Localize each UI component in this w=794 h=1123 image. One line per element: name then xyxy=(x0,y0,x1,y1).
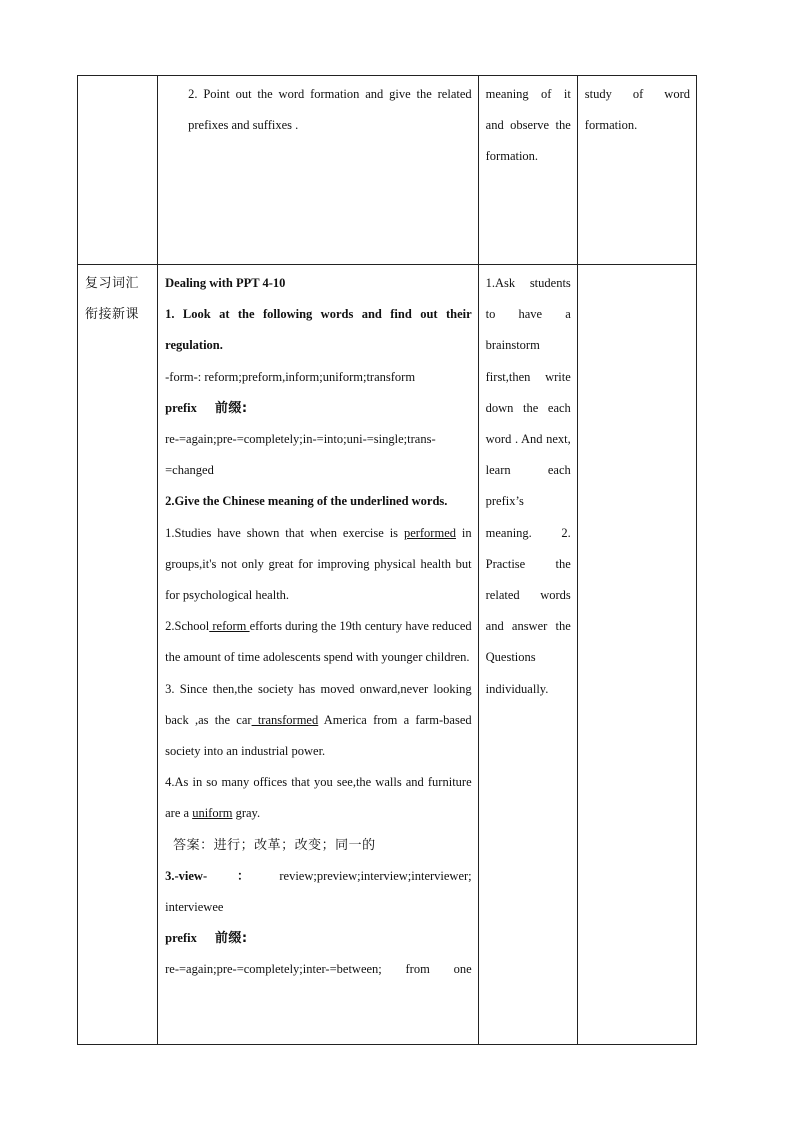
prefix-label-row xyxy=(165,393,472,424)
purpose-cell xyxy=(577,76,696,265)
answer-line: 答案：进行；改革；改变；同一的 xyxy=(173,837,376,853)
student-activity-text: meaning of it and observe the formation. xyxy=(485,87,571,164)
form-prefix-list: re-=again;pre-=completely;in-=into;uni-=single;trans-=changed xyxy=(165,432,436,478)
section-heading: Dealing with PPT 4-10 xyxy=(165,276,286,290)
sentence-4: 4.As in so many offices that you see,the walls and furniture are a uniform gray. xyxy=(165,775,472,821)
stage-cell xyxy=(78,265,158,1045)
purpose-cell xyxy=(577,265,696,1045)
content-cell xyxy=(158,265,479,1045)
prefix-cn-label: 前缀: xyxy=(214,400,248,416)
task-3-row xyxy=(165,861,472,923)
prefix-cn-label: 前缀: xyxy=(214,931,248,947)
underlined-word: transformed xyxy=(251,712,319,727)
view-prefix-list: re-=again;pre-=completely;inter-=between; from one xyxy=(165,962,472,977)
prefix-label-row-2 xyxy=(165,923,472,954)
prefix-label: prefix xyxy=(165,400,197,415)
student-activity-text: 1.Ask students to have a brainstorm first,then write down the each word . And next, learn each prefix’s meaning. 2. Practise the related words and answer the Questions individually. xyxy=(485,276,571,696)
form-word-list: -form-: reform;preform,inform;uniform;transform xyxy=(165,369,416,384)
student-activity-cell xyxy=(478,265,577,1045)
underlined-word: uniform xyxy=(192,806,233,821)
task-3-label: 3.-view-： xyxy=(165,868,280,883)
lesson-plan-table xyxy=(77,75,697,1045)
underlined-word: performed xyxy=(403,525,456,540)
student-activity-cell xyxy=(478,76,577,265)
underlined-word: reform xyxy=(209,619,250,634)
purpose-text: study of word formation. xyxy=(584,87,690,133)
stage-cell xyxy=(78,76,158,265)
view-word-list: review;preview;interview;interviewer; interviewee xyxy=(165,868,472,915)
purpose-text xyxy=(578,265,696,268)
stage-label: 复习词汇衔接新课 xyxy=(85,276,140,323)
task-1-title: 1. Look at the following words and find out their regulation. xyxy=(165,307,472,353)
sentence-2: 2.School reform efforts during the 19th century have reduced the amount of time adolescents spend with younger children. xyxy=(165,619,472,665)
table-row xyxy=(78,76,697,265)
table-row xyxy=(78,265,697,1045)
prefix-label: prefix xyxy=(165,931,197,946)
sentence-1: 1.Studies have shown that when exercise is performed in groups,it's not only great for improving physical health but for psychological health. xyxy=(165,525,472,603)
sentence-3: 3. Since then,the society has moved onward,never looking back ,as the car transformed America from a farm-based society into an industrial power. xyxy=(165,681,472,759)
task-2-title: 2.Give the Chinese meaning of the underlined words. xyxy=(165,494,448,509)
content-cell xyxy=(158,76,479,265)
content-text: 2. Point out the word formation and give the related prefixes and suffixes . xyxy=(188,87,472,133)
